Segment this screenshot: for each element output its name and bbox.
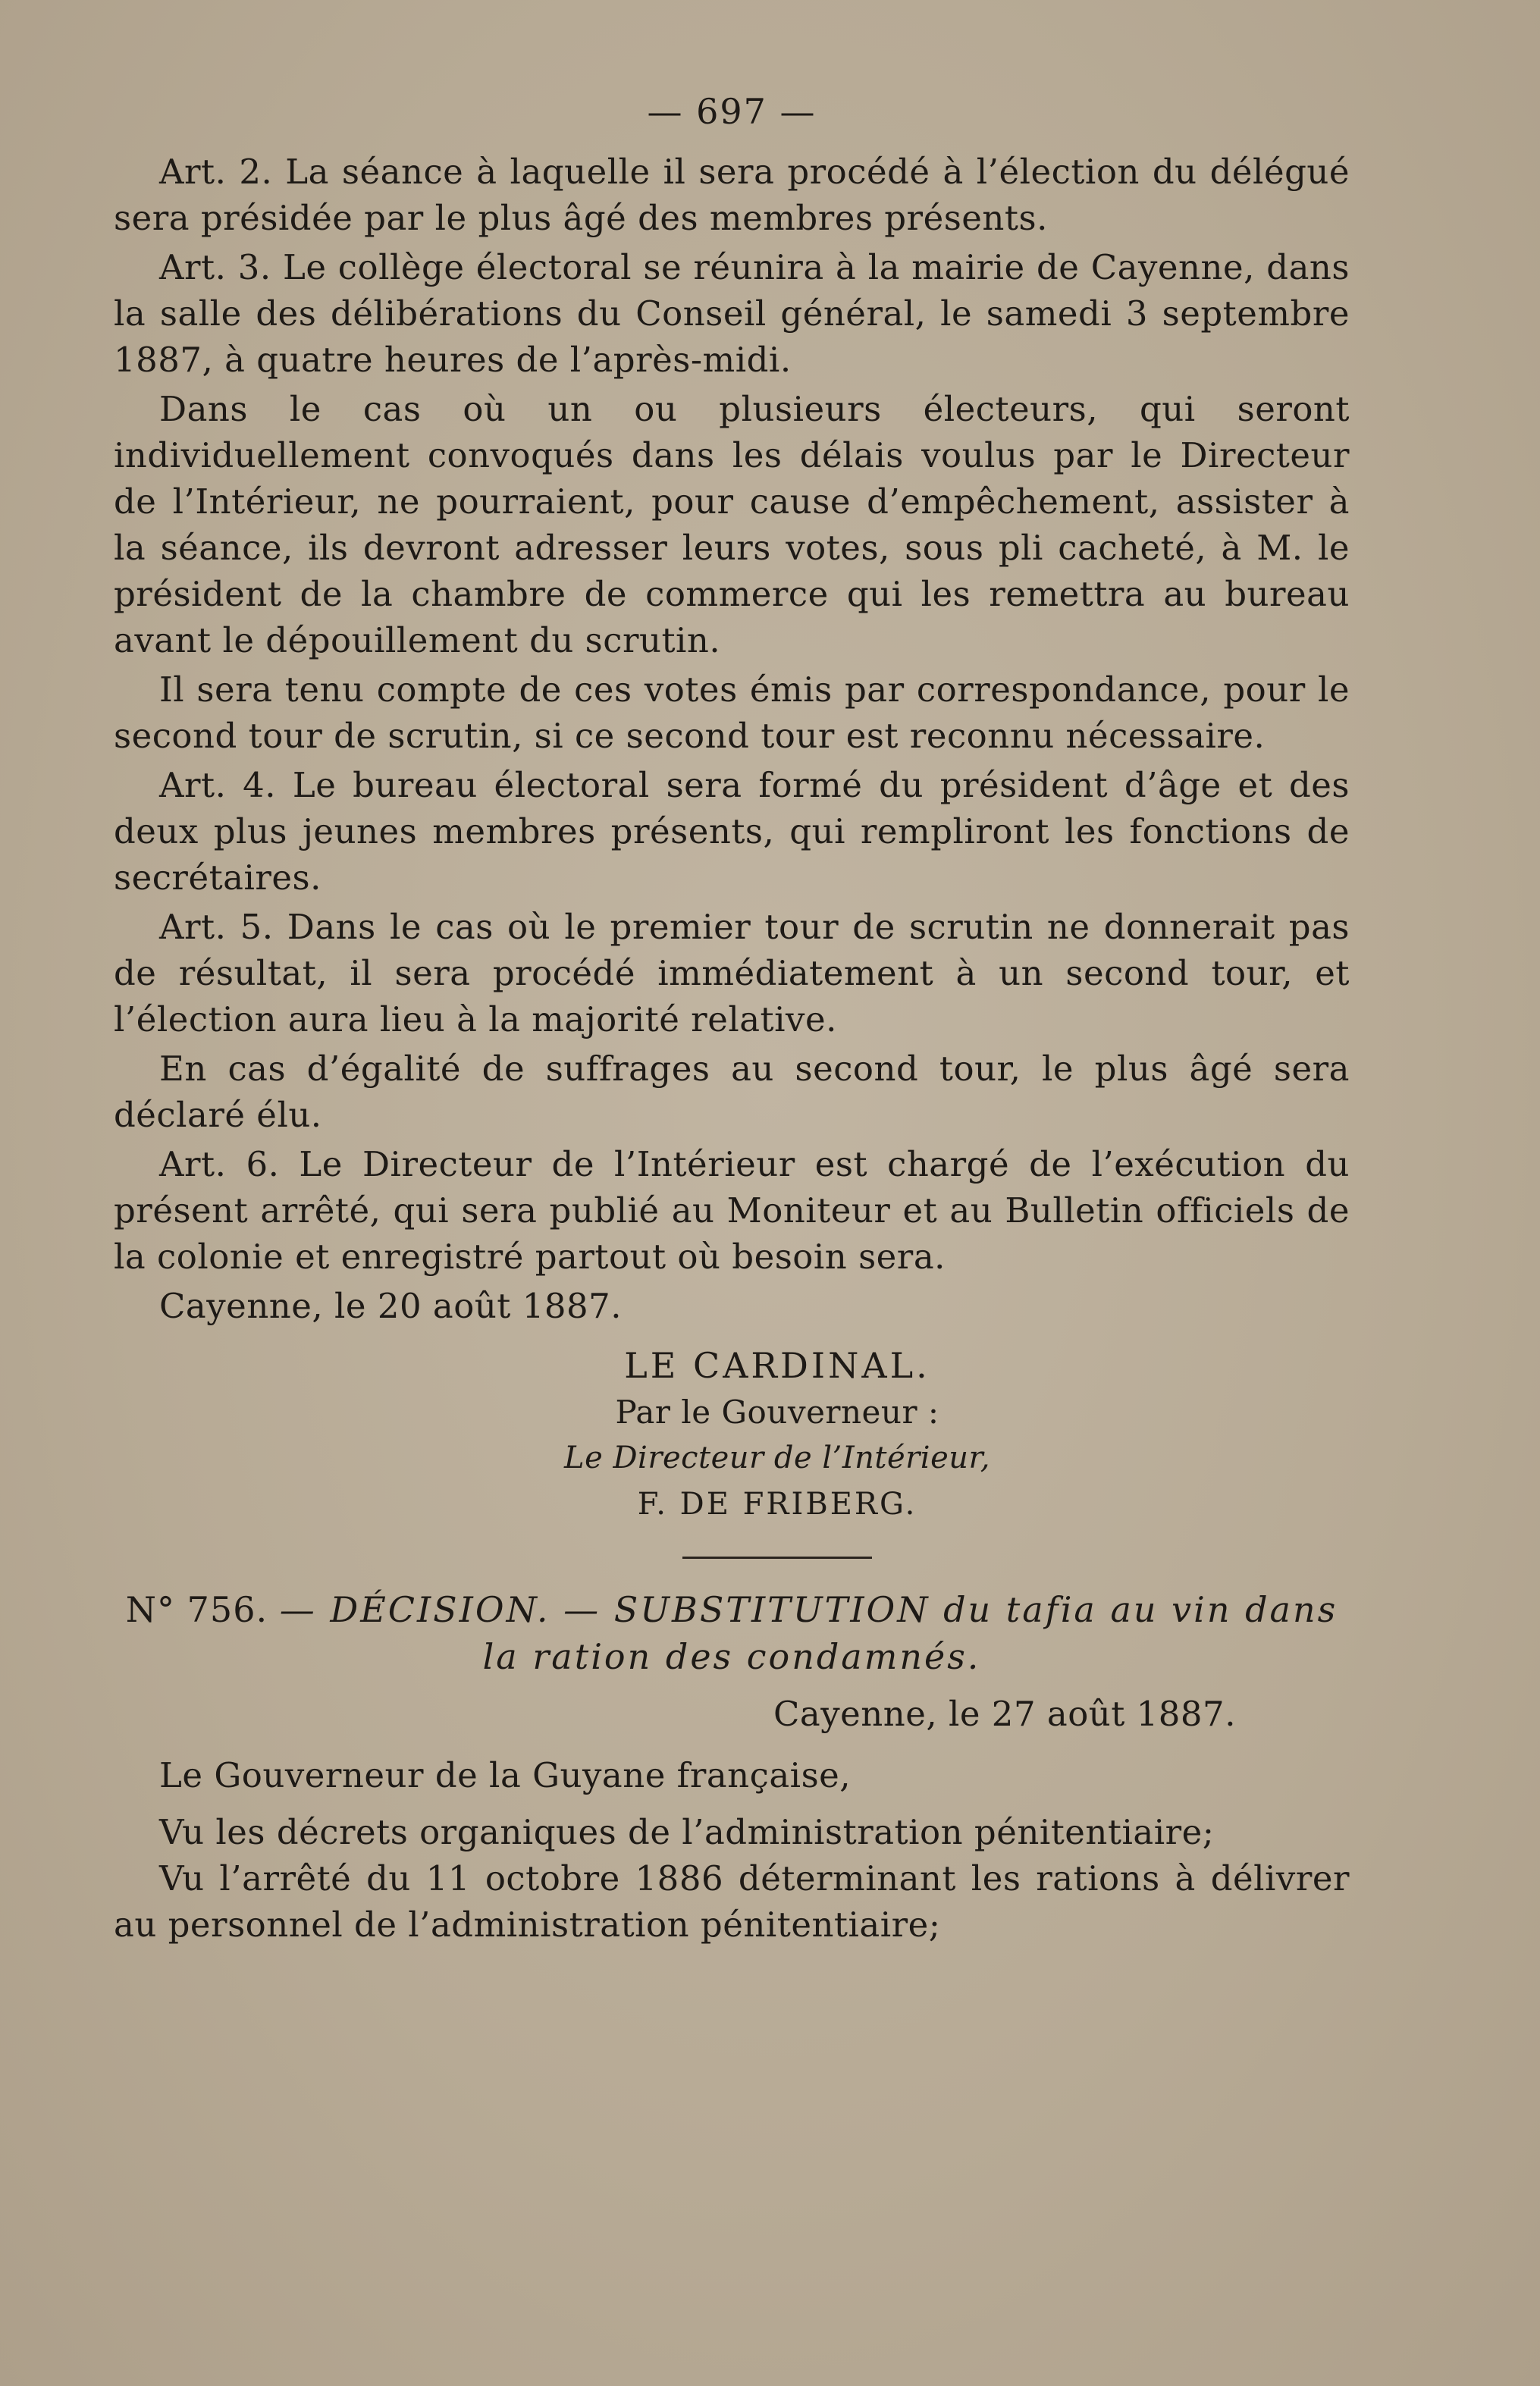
decision-number: N° 756. [125, 1589, 268, 1630]
paragraph-art-5: Art. 5. Dans le cas où le premier tour de scrutin ne donnerait pas de résultat, il sera procédé immédiatement à un second tour, et l’élection aura lieu à la majorité relative. [114, 907, 1350, 1039]
signature-signer: F. DE FRIBERG. [637, 1487, 917, 1522]
paragraph-art-2: Art. 2. La séance à laquelle il sera procédé à l’élection du délégué sera présidée par le plus âgé des membres présents. [114, 152, 1350, 238]
signature-by: Par le Gouverneur : [615, 1394, 939, 1431]
paragraph-absent-electors: Dans le cas où un ou plusieurs électeurs, qui seront individuellement convoqués dans les délais voulus par le Directeur de l’Intérieur, ne pourraient, pour cause d’empêchement, assister à la séance, ils devront adresser leurs votes, sous pli cacheté, à M. le président de la chambre de commerce qui les remettra au bureau avant le dépouillement du scrutin. [114, 389, 1350, 660]
text-block [114, 91, 1350, 1948]
paragraph-equality: En cas d’égalité de suffrages au second tour, le plus âgé sera déclaré élu. [114, 1049, 1350, 1135]
consideration-arrete: Vu l’arrêté du 11 octobre 1886 déterminant les rations à délivrer au personnel de l’administration pénitentiaire; [114, 1858, 1350, 1945]
decision-date: Cayenne, le 27 août 1887. [773, 1694, 1236, 1734]
page-number: — 697 — [647, 91, 817, 132]
governor-line: Le Gouverneur de la Guyane française, [159, 1755, 852, 1795]
decision-title: — DÉCISION. — SUBSTITUTION du tafia au vin dans la ration des condamnés. [279, 1589, 1338, 1677]
section-divider [682, 1557, 872, 1559]
signature-role: Le Directeur de l’Intérieur, [564, 1441, 990, 1475]
consideration-decrees: Vu les décrets organiques de l’administration pénitentiaire; [159, 1812, 1215, 1852]
paragraph-correspondence-votes: Il sera tenu compte de ces votes émis par correspondance, pour le second tour de scrutin, si ce second tour est reconnu nécessaire. [114, 669, 1350, 756]
paragraph-art-4: Art. 4. Le bureau électoral sera formé du président d’âge et des deux plus jeunes membres présents, qui rempliront les fonctions de secrétaires. [114, 765, 1350, 898]
paragraph-art-6: Art. 6. Le Directeur de l’Intérieur est chargé de l’exécution du présent arrêté, qui sera publié au Moniteur et au Bulletin officiels de la colonie et enregistré partout où besoin sera. [114, 1144, 1350, 1277]
signature-name: LE CARDINAL. [624, 1345, 930, 1386]
paragraph-place-date: Cayenne, le 20 août 1887. [159, 1286, 623, 1326]
paragraph-art-3: Art. 3. Le collège électoral se réunira à la mairie de Cayenne, dans la salle des délibérations du Conseil général, le samedi 3 septembre 1887, à quatre heures de l’après-midi. [114, 247, 1350, 380]
decision-heading [114, 1586, 1350, 1680]
